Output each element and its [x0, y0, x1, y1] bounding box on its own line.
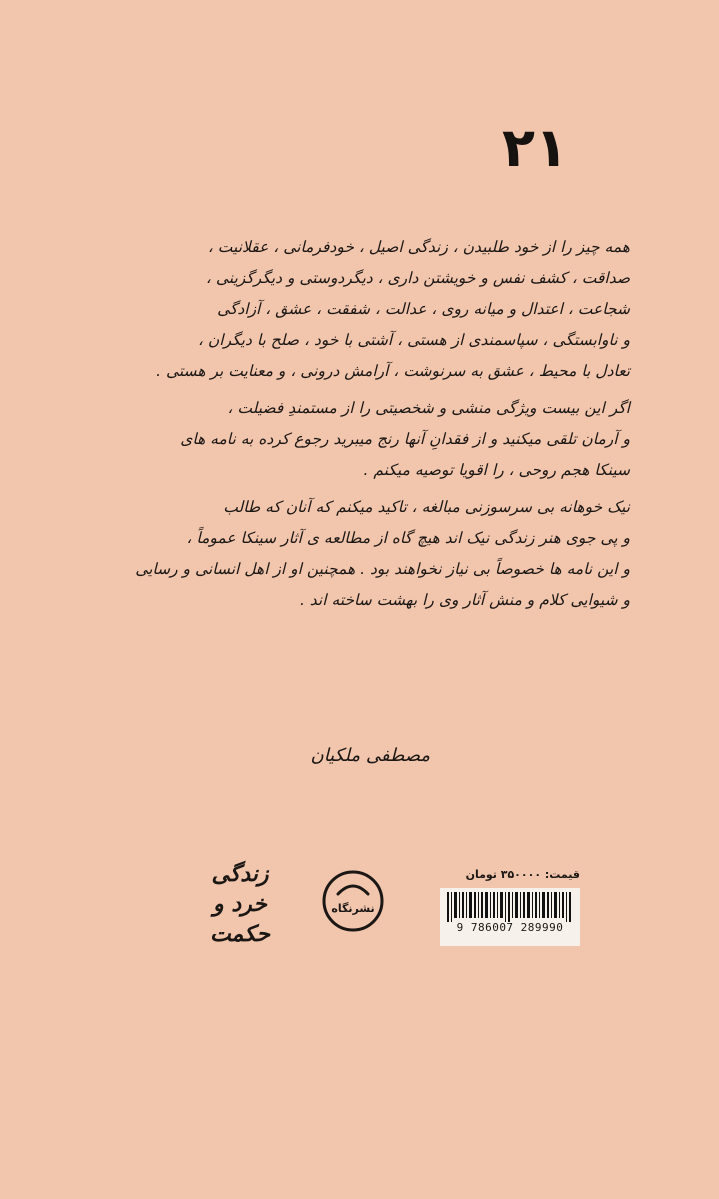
series-title-line: خرد و حکمت [209, 892, 271, 947]
text-line: همه چیز را از خود طلبیدن ، زندگی اصیل ، خودفرمانی ، عقلانیت ، [207, 238, 630, 256]
text-line: اگر این بیست ویژگی منشی و شخصیتی را از مستمندِ فضیلت ، [227, 399, 630, 417]
author-signature: مصطفی ملکیان [310, 745, 430, 766]
publisher-logo [320, 868, 386, 934]
text-line: و آرمان تلقی میکنید و از فقدانِ آنها رنج میبرید رجوع کرده به نامه های [180, 430, 630, 448]
paragraph-2 [110, 393, 630, 486]
text-line: تعادل با محیط ، عشق به سرنوشت ، آرامش درونی ، و معنایت بر هستی . [156, 362, 630, 380]
text-line: سینکا هجم روحی ، را اقویا توصیه میکنم . [363, 461, 630, 479]
series-title-logo [180, 860, 300, 947]
isbn-number: 9 786007 289990 [456, 921, 564, 934]
text-line: نیک خوهانه بی سرسوزنی مبالغه ، تاکید میکنم که آنان که طالب [223, 498, 630, 516]
paragraph-1 [110, 232, 630, 387]
barcode-icon [445, 892, 575, 922]
paragraph-3 [110, 492, 630, 616]
publisher-logo-text: نشرنگاه [331, 902, 375, 915]
series-title-line: زندگی [211, 862, 269, 887]
text-line: و ناوابستگی ، سپاسمندی از هستی ، آشتی با خود ، صلح با دیگران ، [197, 331, 630, 349]
price-label: قیمت: ۳۵۰۰۰۰ تومان [465, 868, 580, 881]
barcode [440, 888, 580, 946]
text-line: شجاعت ، اعتدال و میانه روی ، عدالت ، شفقت ، عشق ، آزادگی [217, 300, 630, 318]
text-line: و پی جوی هنر زندگی نیک اند هیچ گاه از مطالعه ی آثار سینکا عموماً ، [186, 529, 630, 547]
text-line: صداقت ، کشف نفس و خویشتن داری ، دیگردوستی و دیگرگزینی ، [205, 269, 630, 287]
publisher-logo-mark [320, 868, 386, 934]
back-cover-text [110, 232, 630, 622]
series-number: ۲۱ [502, 116, 568, 179]
text-line: و این نامه ها خصوصاً بی نیاز نخواهند بود . همچنین او از اهل انسانی و رسایی [135, 560, 630, 578]
text-line: و شیوایی کلام و منش آثار وی را بهشت ساخته اند . [299, 591, 630, 609]
